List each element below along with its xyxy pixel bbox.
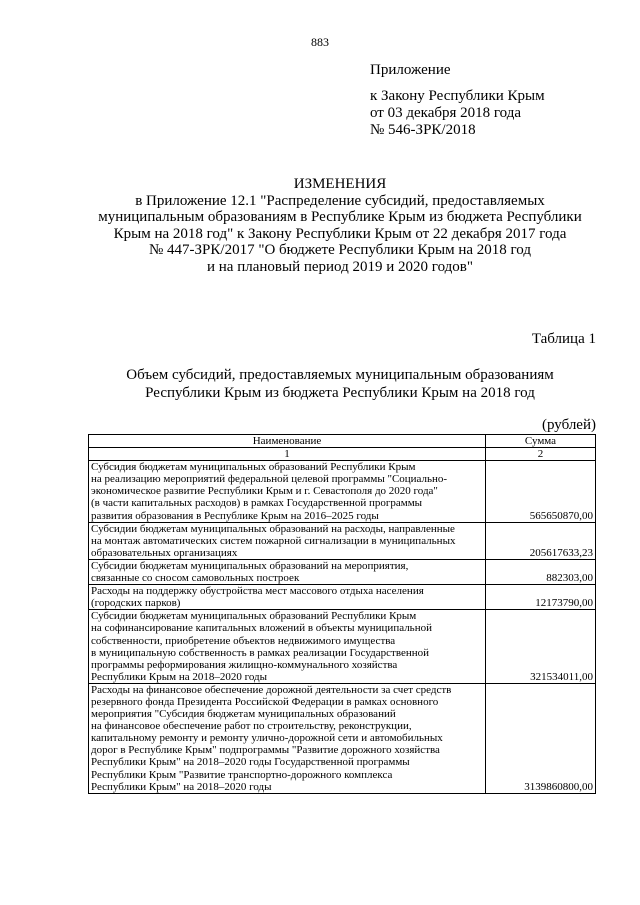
row-name	[89, 585, 486, 610]
row-name-line: мероприятия "Субсидия бюджетам муниципальных образований	[91, 708, 396, 721]
table-label: Таблица 1	[531, 331, 596, 347]
table-row	[89, 585, 596, 610]
row-name-line: собственности, приобретение объектов недвижимого имущества	[91, 634, 396, 647]
column-number-2: 2	[486, 448, 596, 461]
row-name-line: (городских парков)	[91, 597, 181, 610]
row-name-line: Субсидии бюджетам муниципальных образований Республики Крым	[91, 610, 417, 623]
changes-heading: ИЗМЕНЕНИЯ	[293, 176, 387, 192]
row-name-line: на финансовое обеспечение работ по строительству, реконструкции,	[91, 720, 412, 733]
row-name-line: экономическое развитие Республики Крым и г. Севастополя до 2020 года"	[91, 485, 438, 498]
changes-line: Крым на 2018 год" к Закону Республики Крым от 22 декабря 2017 года	[113, 225, 567, 242]
appendix-line: № 546-ЗРК/2018	[370, 122, 476, 138]
row-name-line: Республики Крым" на 2018–2020 годы	[91, 780, 272, 793]
row-name-line: Субсидия бюджетам муниципальных образований Республики Крым	[91, 461, 416, 474]
page-number: 883	[311, 35, 329, 49]
table-row	[89, 461, 596, 522]
column-number-row	[89, 448, 596, 461]
table-row	[89, 522, 596, 559]
row-name	[89, 522, 486, 559]
appendix-line: к Закону Республики Крым	[370, 88, 545, 104]
table-row	[89, 683, 596, 793]
row-name-line: дорог в Республике Крым" подпрограммы "Развитие дорожного хозяйства	[91, 744, 440, 757]
changes-line: № 447-ЗРК/2017 "О бюджете Республики Крым на 2018 год	[148, 242, 532, 258]
row-sum: 321534011,00	[486, 610, 596, 684]
changes-line: муниципальным образованиям в Республике Крым из бюджета Республики	[98, 209, 582, 225]
row-sum: 205617633,23	[486, 522, 596, 559]
table-title-line: Республики Крым из бюджета Республики Крым на 2018 год	[145, 385, 535, 401]
row-name-line: капитальному ремонту и ремонту улично-дорожной сети и автомобильных	[91, 732, 443, 745]
unit-label: (рублей)	[541, 417, 596, 433]
row-name-line: (в части капитальных расходов) в рамках Государственной программы	[91, 497, 423, 510]
row-name-line: резервного фонда Президента Российской Федерации в рамках основного	[91, 695, 439, 708]
changes-line: и на плановый период 2019 и 2020 годов"	[207, 258, 473, 275]
appendix-block	[370, 62, 545, 139]
row-name-line: на софинансирование капитальных вложений в объекты муниципальной	[91, 622, 432, 635]
row-name	[89, 461, 486, 522]
row-sum: 565650870,00	[486, 461, 596, 522]
table-row	[89, 559, 596, 584]
row-sum: 882303,00	[486, 559, 596, 584]
row-name-line: Субсидии бюджетам муниципальных образований на мероприятия,	[91, 559, 409, 572]
row-name-line: Республики Крым" на 2018–2020 годы Государственной программы	[91, 756, 410, 769]
row-name-line: связанные со сносом самовольных построек	[91, 572, 300, 585]
table-title-line: Объем субсидий, предоставляемых муниципальным образованиям	[126, 367, 554, 383]
row-name-line: Республики Крым на 2018–2020 годы	[91, 670, 268, 683]
subsidy-table	[88, 434, 596, 794]
row-name-line: образовательных организациях	[91, 546, 238, 559]
row-name-line: Расходы на поддержку обустройства мест массового отдыха населения	[91, 585, 424, 598]
header-sum: Сумма	[486, 435, 596, 448]
row-name-line: Расходы на финансовое обеспечение дорожной деятельности за счет средств	[91, 683, 452, 696]
row-name-line: Республики Крым "Развитие транспортно-дорожного комплекса	[91, 768, 393, 781]
appendix-line: от 03 декабря 2018 года	[370, 105, 522, 121]
table-title	[60, 366, 620, 402]
appendix-title: Приложение	[370, 62, 451, 78]
changes-line: в Приложение 12.1 "Распределение субсидий, предоставляемых	[135, 192, 545, 209]
row-sum: 12173790,00	[486, 585, 596, 610]
row-name-line: на реализацию мероприятий федеральной целевой программы "Социально-	[91, 473, 448, 486]
table-header-row	[89, 435, 596, 448]
row-name-line: программы реформирования жилищно-коммунального хозяйства	[91, 658, 398, 671]
row-name-line: в муниципальную собственность в рамках реализации Государственной	[91, 646, 430, 659]
row-sum: 3139860800,00	[486, 683, 596, 793]
table-row	[89, 610, 596, 684]
header-name: Наименование	[89, 435, 486, 448]
row-name	[89, 683, 486, 793]
row-name-line: на монтаж автоматических систем пожарной сигнализации в муниципальных	[91, 534, 456, 547]
column-number-1: 1	[89, 448, 486, 461]
row-name	[89, 559, 486, 584]
row-name-line: развития образования в Республике Крым на 2016–2025 годы	[91, 509, 379, 522]
row-name-line: Субсидии бюджетам муниципальных образований на расходы, направленные	[91, 522, 455, 535]
changes-block	[60, 176, 620, 275]
row-name	[89, 610, 486, 684]
